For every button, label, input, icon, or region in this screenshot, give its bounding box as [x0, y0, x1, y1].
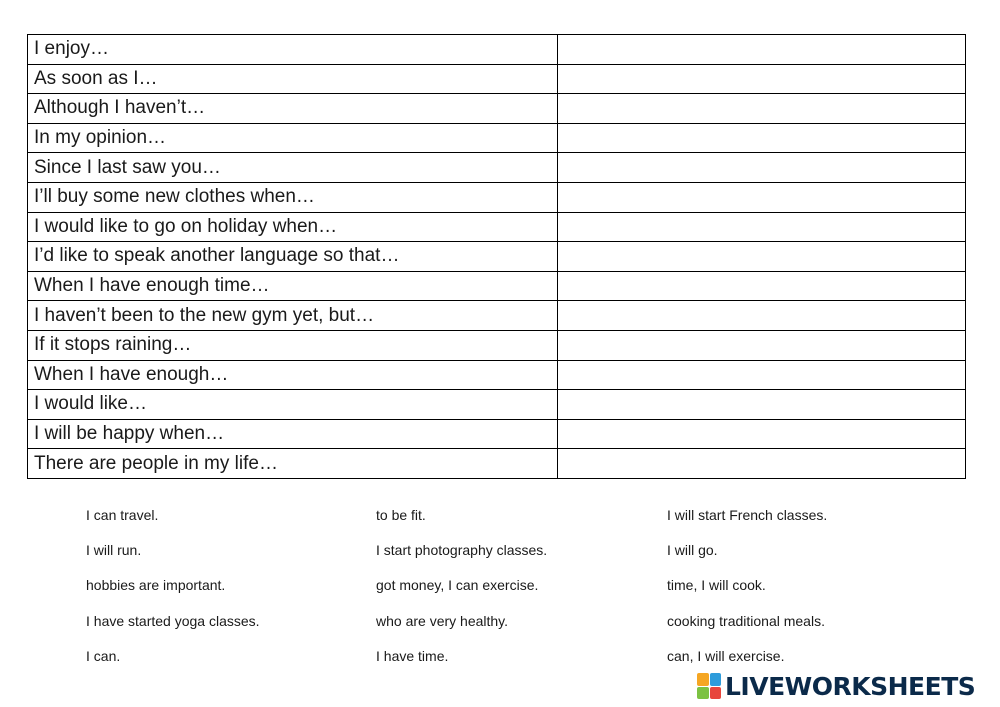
table-row: [28, 153, 966, 183]
logo-block-1: [697, 673, 709, 686]
answer-option[interactable]: can, I will exercise.: [667, 647, 785, 664]
answer-drop-cell[interactable]: [558, 123, 966, 153]
prompt-cell: If it stops raining…: [28, 330, 558, 360]
answer-drop-cell[interactable]: [558, 153, 966, 183]
prompt-cell: I enjoy…: [28, 35, 558, 65]
prompt-cell: I would like…: [28, 390, 558, 420]
logo-block-2: [710, 673, 722, 686]
answer-option[interactable]: got money, I can exercise.: [376, 577, 539, 594]
answer-option[interactable]: cooking traditional meals.: [667, 612, 825, 629]
prompt-cell: In my opinion…: [28, 123, 558, 153]
prompt-cell: I haven’t been to the new gym yet, but…: [28, 301, 558, 331]
answer-option[interactable]: I start photography classes.: [376, 542, 548, 559]
answer-drop-cell[interactable]: [558, 212, 966, 242]
answer-drop-cell[interactable]: [558, 390, 966, 420]
prompt-cell: I’d like to speak another language so that…: [28, 242, 558, 272]
table-row: [28, 182, 966, 212]
logo-block-3: [697, 687, 709, 700]
answer-drop-cell[interactable]: [558, 301, 966, 331]
answer-option[interactable]: who are very healthy.: [376, 612, 509, 629]
prompt-cell: When I have enough time…: [28, 271, 558, 301]
prompt-cell: When I have enough…: [28, 360, 558, 390]
answer-option[interactable]: time, I will cook.: [667, 577, 766, 594]
prompt-cell: There are people in my life…: [28, 449, 558, 479]
table-row: [28, 212, 966, 242]
answer-option[interactable]: I have time.: [376, 647, 449, 664]
table-row: [28, 449, 966, 479]
answer-drop-cell[interactable]: [558, 330, 966, 360]
prompt-cell: I’ll buy some new clothes when…: [28, 182, 558, 212]
answer-drop-cell[interactable]: [558, 64, 966, 94]
liveworksheets-logo-icon: [697, 673, 721, 699]
answer-option[interactable]: hobbies are important.: [86, 577, 226, 594]
table-row: [28, 390, 966, 420]
table-row: [28, 419, 966, 449]
answer-option[interactable]: I have started yoga classes.: [86, 612, 260, 629]
liveworksheets-logo[interactable]: [697, 670, 975, 702]
answer-drop-cell[interactable]: [558, 271, 966, 301]
prompt-cell: Although I haven’t…: [28, 94, 558, 124]
answer-option[interactable]: I can.: [86, 647, 121, 664]
answer-drop-cell[interactable]: [558, 449, 966, 479]
answer-option[interactable]: to be fit.: [376, 507, 426, 523]
table-row: [28, 94, 966, 124]
answer-drop-cell[interactable]: [558, 360, 966, 390]
answer-drop-cell[interactable]: [558, 182, 966, 212]
table-row: [28, 330, 966, 360]
prompt-cell: I will be happy when…: [28, 419, 558, 449]
table-row: [28, 64, 966, 94]
answer-option[interactable]: I will go.: [667, 542, 718, 559]
logo-block-4: [710, 687, 722, 700]
table-row: [28, 360, 966, 390]
answer-drop-cell[interactable]: [558, 94, 966, 124]
table-row: [28, 35, 966, 65]
answer-option[interactable]: I will start French classes.: [667, 507, 828, 523]
answer-option[interactable]: I will run.: [86, 542, 142, 559]
answer-option[interactable]: I can travel.: [86, 507, 159, 523]
table-row: [28, 301, 966, 331]
table-row: [28, 123, 966, 153]
brand-wordmark: LIVEWORKSHEETS: [725, 671, 976, 701]
answer-drop-cell[interactable]: [558, 242, 966, 272]
table-row: [28, 271, 966, 301]
table-row: [28, 242, 966, 272]
sentence-table: [27, 34, 966, 479]
prompt-cell: Since I last saw you…: [28, 153, 558, 183]
prompt-cell: I would like to go on holiday when…: [28, 212, 558, 242]
answer-drop-cell[interactable]: [558, 35, 966, 65]
prompt-cell: As soon as I…: [28, 64, 558, 94]
answer-bank: [86, 502, 967, 678]
answer-drop-cell[interactable]: [558, 419, 966, 449]
